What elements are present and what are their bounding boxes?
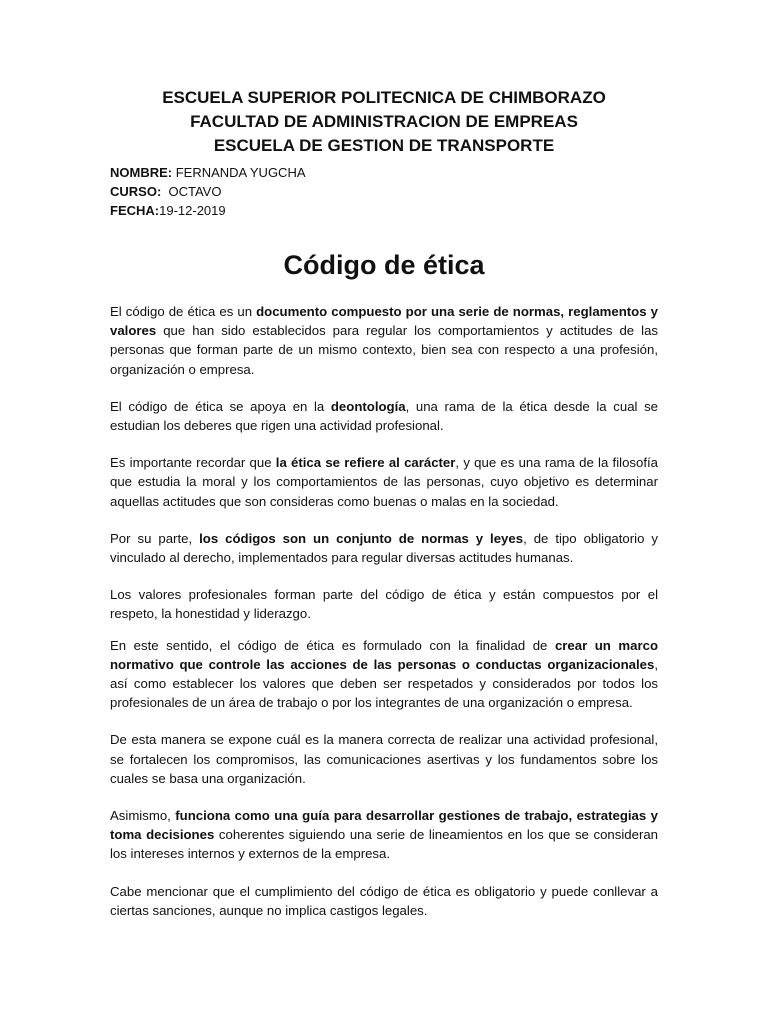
paragraph-text: Los valores profesionales forman parte del código de ética y están compuestos por el respeto, la honestidad y liderazgo.	[110, 587, 658, 622]
paragraph-emphasis: crear un marco normativo que controle las acciones de las personas o conductas organizacionales	[110, 637, 658, 672]
paragraph-definition	[110, 302, 658, 379]
meta-row-curso	[110, 182, 658, 201]
meta-label-curso: CURSO:	[110, 184, 162, 199]
document-title: Código de ética	[283, 250, 485, 280]
paragraph-text: De esta manera se expone cuál es la manera correcta de realizar una actividad profesional, se fortalecen los compromisos, las comunicaciones asertivas y los fundamentos sobre los cuales se basa una organización.	[110, 732, 658, 786]
paragraph-ethics-character	[110, 453, 658, 511]
paragraph-emphasis: los códigos son un conjunto de normas y leyes	[199, 530, 524, 546]
paragraph-compliance	[110, 882, 658, 920]
paragraph-deontology	[110, 397, 658, 435]
paragraph-codes	[110, 529, 658, 567]
meta-label-fecha: FECHA:	[110, 203, 160, 218]
paragraph-emphasis: la ética se refiere al carácter	[275, 455, 456, 471]
paragraph-guide	[110, 806, 658, 864]
paragraph-text: coherentes siguiendo una serie de lineamientos en los que se consideran los intereses internos y externos de la empresa.	[110, 827, 658, 862]
meta-row-fecha	[110, 201, 658, 220]
student-info	[110, 163, 658, 220]
paragraph-text: Por su parte,	[110, 530, 200, 546]
document-page	[110, 86, 658, 920]
paragraph-text: , y que es una rama de la filosofía que estudia la moral y los comportamientos de las personas, cuyo objetivo es determinar aquellas actitudes que son consideras como buenas o malas en la sociedad.	[110, 455, 658, 509]
meta-value-nombre: FERNANDA YUGCHA	[172, 165, 306, 180]
paragraph-text: Asimismo,	[110, 808, 176, 824]
paragraph-text: Es importante recordar que	[110, 455, 276, 471]
header-line-school: ESCUELA DE GESTION DE TRANSPORTE	[213, 136, 555, 155]
paragraph-emphasis: funciona como una guía para desarrollar gestiones de trabajo, estrategias y toma decisiones	[110, 808, 658, 843]
paragraph-text: En este sentido, el código de ética es formulado con la finalidad de	[110, 637, 555, 653]
paragraph-text: Cabe mencionar que el cumplimiento del código de ética es obligatorio y puede conllevar a ciertas sanciones, aunque no implica castigos legales.	[110, 883, 658, 918]
paragraph-text: que han sido establecidos para regular los comportamientos y actitudes de las personas que forman parte de un mismo contexto, bien sea con respecto a una profesión, organización o empresa.	[110, 323, 658, 377]
paragraph-text: , así como establecer los valores que deben ser respetados y considerados por todos los profesionales de un área de trabajo o por los integrantes de una organización o empresa.	[110, 656, 658, 711]
paragraph-text: El código de ética es un	[110, 304, 257, 319]
institution-header	[110, 86, 658, 158]
meta-value-fecha: 19-12-2019	[159, 203, 226, 218]
paragraph-correct-manner	[110, 730, 658, 788]
meta-value-curso: OCTAVO	[161, 184, 222, 199]
header-line-faculty: FACULTAD DE ADMINISTRACION DE EMPREAS	[190, 112, 578, 131]
paragraph-professional-values	[110, 585, 658, 623]
paragraph-emphasis: documento compuesto por una serie de normas, reglamentos y valores	[110, 304, 658, 339]
paragraph-text: , de tipo obligatorio y vinculado al derecho, implementados para regular diversas actitudes humanas.	[110, 530, 658, 566]
paragraph-purpose	[110, 636, 658, 713]
paragraph-emphasis: deontología	[330, 398, 406, 414]
paragraph-text: El código de ética se apoya en la	[110, 398, 331, 414]
meta-label-nombre: NOMBRE:	[110, 165, 173, 180]
meta-row-nombre	[110, 163, 658, 182]
paragraph-text: , una rama de la ética desde la cual se estudian los deberes que rigen una actividad profesional.	[110, 398, 659, 434]
header-line-institution: ESCUELA SUPERIOR POLITECNICA DE CHIMBORAZO	[162, 88, 606, 107]
